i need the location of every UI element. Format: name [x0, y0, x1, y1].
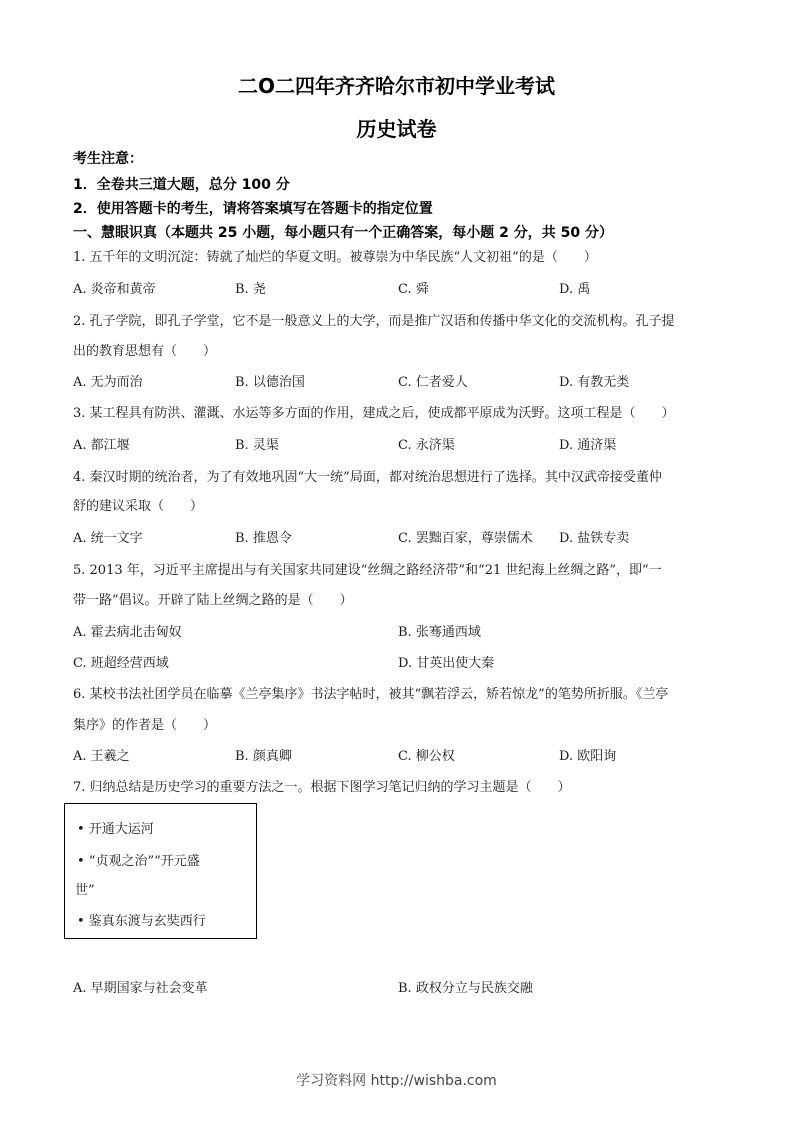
- question-5-option-c: C. 班超经营西域: [73, 656, 169, 671]
- footer-watermark[interactable]: 学习资料网 http://wishba.com: [296, 1073, 497, 1089]
- question-5-text-line-1: 5. 2013 年，习近平主席提出与有关国家共同建设“丝绸之路经济带”和“21 世纪海上丝绸之路”，即“一: [73, 563, 662, 578]
- question-6-text-line-2: 集序》的作者是（ ）: [73, 718, 217, 733]
- notes-item-1: • 开通大运河: [77, 822, 154, 837]
- question-5-option-d: D. 甘英出使大秦: [398, 656, 495, 671]
- question-3-option-c: C. 永济渠: [398, 438, 455, 453]
- question-1-option-c: C. 舜: [398, 282, 429, 297]
- question-4-option-d: D. 盐铁专卖: [559, 531, 630, 546]
- question-3-option-d: D. 通济渠: [559, 438, 617, 453]
- exam-subtitle: 历史试卷: [356, 117, 437, 141]
- question-1-option-b: B. 尧: [235, 282, 266, 297]
- question-6-option-c: C. 柳公权: [398, 749, 455, 764]
- question-3-option-a: A. 都江堰: [73, 438, 130, 453]
- question-6-option-b: B. 颜真卿: [235, 749, 292, 764]
- notice-heading: 考生注意：: [73, 151, 143, 167]
- question-2-option-a: A. 无为而治: [73, 375, 143, 390]
- notice-item-2: 2．使用答题卡的考生，请将答案填写在答题卡的指定位置: [73, 201, 433, 217]
- notes-item-2: • “贞观之治”“开元盛: [77, 854, 200, 869]
- question-2-text-line-1: 2. 孔子学院，即孔子学堂，它不是一般意义上的大学，而是推广汉语和传播中华文化的交流机构。孔子提: [73, 314, 675, 329]
- question-2-text-line-2: 出的教育思想有（ ）: [73, 344, 217, 359]
- question-3-text: 3. 某工程具有防洪、灌溉、水运等多方面的作用，建成之后，使成都平原成为沃野。这项工程是（ ）: [73, 406, 675, 421]
- question-1-option-d: D. 禹: [559, 282, 591, 297]
- question-4-option-c: C. 罢黜百家，尊崇儒术: [398, 531, 533, 546]
- question-2-option-d: D. 有教无类: [559, 375, 630, 390]
- question-6-text-line-1: 6. 某校书法社团学员在临摹《兰亭集序》书法字帖时，被其“飘若浮云，矫若惊龙”的笔势所折服。《兰亭: [73, 687, 669, 702]
- question-1-option-a: A. 炎帝和黄帝: [73, 282, 156, 297]
- question-6-option-d: D. 欧阳询: [559, 749, 617, 764]
- question-2-option-c: C. 仁者爱人: [398, 375, 468, 390]
- question-7-option-a: A. 早期国家与社会变革: [73, 981, 208, 996]
- question-7-text: 7. 归纳总结是历史学习的重要方法之一。根据下图学习笔记归纳的学习主题是（ ）: [73, 780, 571, 795]
- question-4-text-line-1: 4. 秦汉时期的统治者，为了有效地巩固“大一统”局面，都对统治思想进行了选择。其中汉武帝接受董仲: [73, 470, 662, 485]
- question-7-option-b: B. 政权分立与民族交融: [398, 981, 533, 996]
- question-6-option-a: A. 王羲之: [73, 749, 130, 764]
- question-1-text: 1. 五千年的文明沉淀：铸就了灿烂的华夏文明。被尊崇为中华民族“人文初祖”的是（ ）: [73, 250, 597, 265]
- notes-item-3: • 鉴真东渡与玄奘西行: [77, 914, 206, 929]
- question-4-text-line-2: 舒的建议采取（ ）: [73, 499, 204, 514]
- question-2-option-b: B. 以德治国: [235, 375, 305, 390]
- notice-item-1: 1．全卷共三道大题，总分 100 分: [73, 177, 290, 193]
- question-5-option-a: A. 霍去病北击匈奴: [73, 625, 182, 640]
- question-5-option-b: B. 张骞通西域: [398, 625, 481, 640]
- notes-item-2-cont: 世”: [75, 883, 95, 898]
- question-4-option-b: B. 推恩令: [235, 531, 292, 546]
- exam-title: 二O二四年齐齐哈尔市初中学业考试: [237, 74, 555, 98]
- section-heading: 一、慧眼识真（本题共 25 小题，每小题只有一个正确答案，每小题 2 分，共 50 分）: [73, 225, 613, 241]
- question-5-text-line-2: 带一路”倡议。开辟了陆上丝绸之路的是（ ）: [73, 593, 353, 608]
- question-4-option-a: A. 统一文字: [73, 531, 143, 546]
- study-notes-box: [64, 803, 257, 939]
- question-3-option-b: B. 灵渠: [235, 438, 279, 453]
